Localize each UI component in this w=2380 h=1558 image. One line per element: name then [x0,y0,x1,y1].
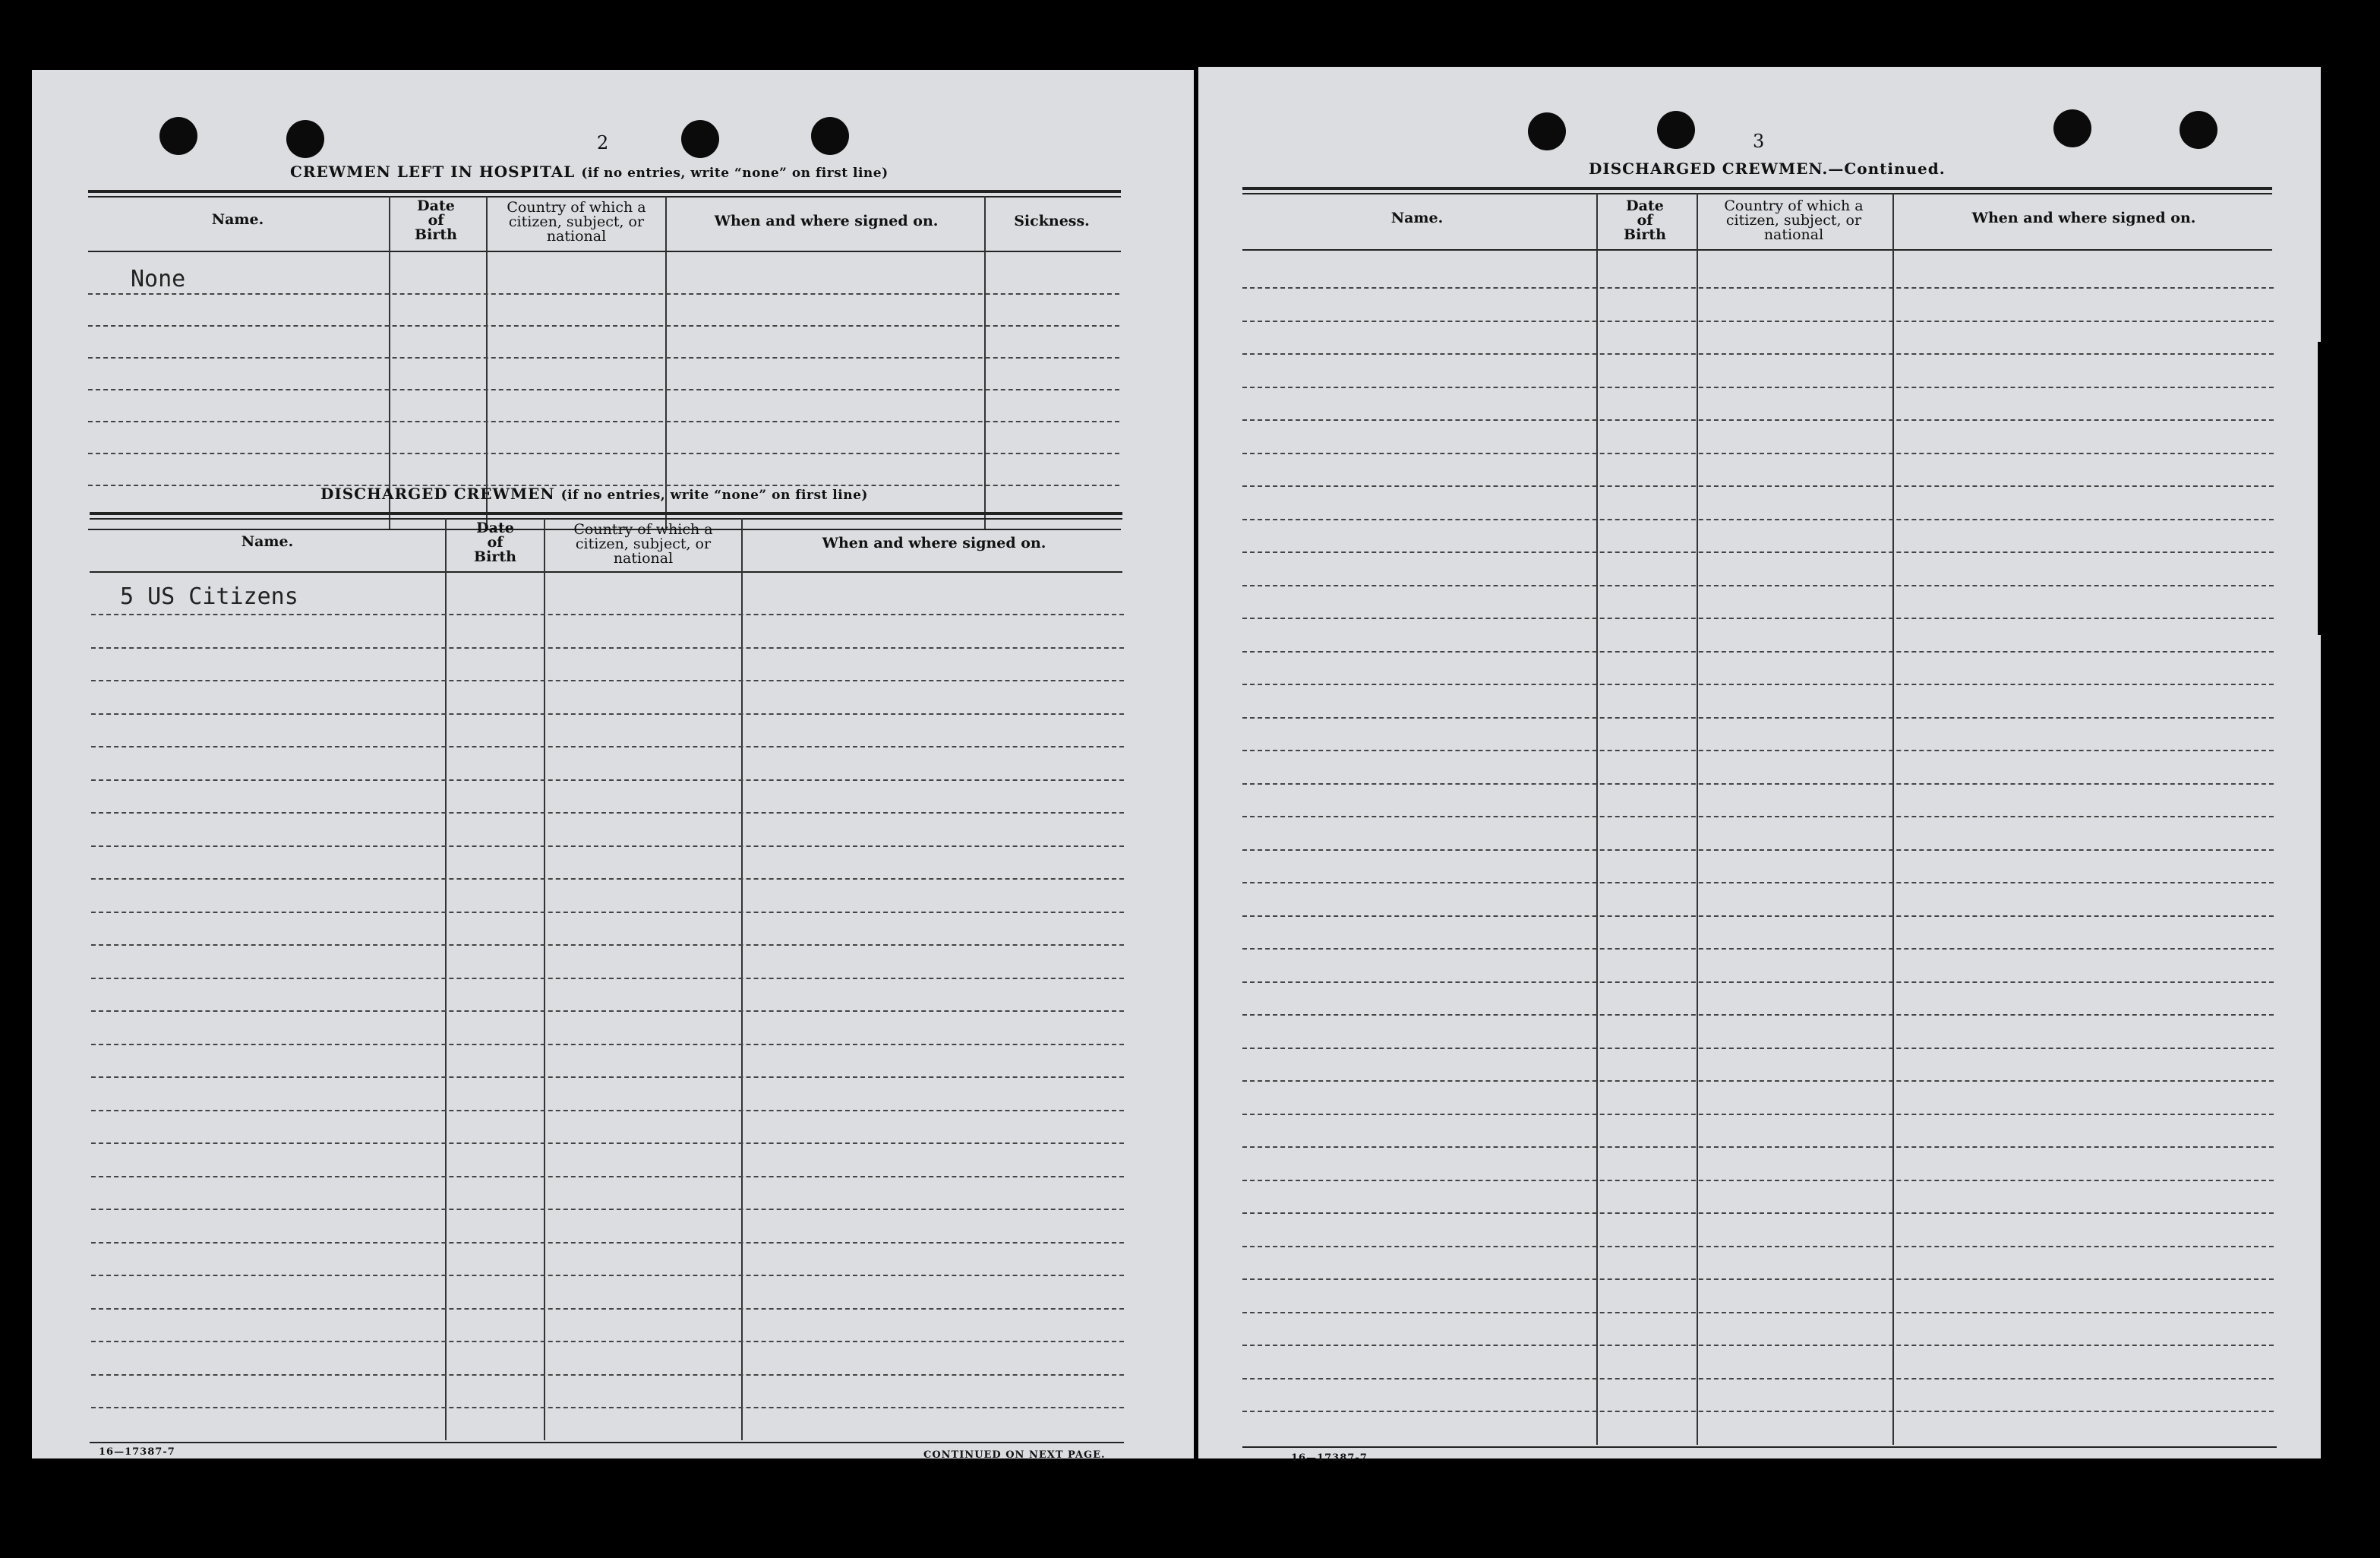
discharged-top-rule [90,512,1122,515]
discharged-instruction: (if no entries, write “none” on first line) [560,488,868,503]
entry-line [1242,1212,2274,1214]
entry-line [91,1242,1124,1244]
entry-line [1242,1411,2274,1412]
entry-line [91,1176,1124,1177]
continued-note: CONTINUED ON NEXT PAGE. [923,1449,1106,1461]
entry-line [1242,915,2274,917]
col-header-signed-on: When and where signed on. [1971,210,2196,226]
discharged-first-entry: 5 US Citizens [120,583,298,610]
entry-line [91,812,1124,814]
col-header-signed-on: When and where signed on. [822,535,1046,551]
entry-line [91,1110,1124,1111]
right-section-title: DISCHARGED CREWMEN.—Continued. [1589,160,1946,178]
punch-hole [159,117,197,155]
left-page [32,70,1194,1461]
column-divider [544,518,545,1440]
entry-line [1242,551,2274,553]
entry-line [88,293,1119,295]
top-rule [88,196,1121,198]
entry-line [1242,453,2274,454]
entry-line [1242,750,2274,751]
entry-line [91,1010,1124,1012]
entry-line [1242,783,2274,785]
entry-line [91,614,1124,615]
col-header-name: Name. [241,533,294,550]
discharged-section-title [320,485,868,503]
top-rule [88,190,1121,193]
right-page [1198,67,2321,1464]
col-header-dob: Date of Birth [1624,198,1666,243]
entry-line [88,421,1119,422]
entry-line [1242,1345,2274,1346]
entry-line [1242,684,2274,685]
col-header-name: Name. [1390,210,1444,226]
entry-line [91,779,1124,781]
punch-hole [2180,111,2217,149]
entry-line [91,1209,1124,1210]
entry-line [91,912,1124,913]
entry-line [1242,287,2274,289]
entry-line [1242,1312,2274,1313]
col-header-country: Country of which a citizen, subject, or national [573,521,713,567]
bottom-rule [90,1442,1124,1443]
entry-line [91,1275,1124,1276]
col-header-dob: Date of Birth [474,520,516,565]
page-number: 3 [1753,131,1765,152]
entry-line [91,713,1124,715]
entry-line [1242,353,2274,355]
top-rule [1242,193,2272,194]
column-divider [1596,193,1598,1445]
punch-hole [286,120,324,158]
entry-line [1242,1014,2274,1016]
entry-line [1242,1114,2274,1115]
col-header-name: Name. [211,211,264,228]
hospital-first-entry: None [131,266,186,292]
col-header-country: Country of which a citizen, subject, or national [1724,198,1864,243]
entry-line [1242,1080,2274,1082]
page-number: 2 [597,132,609,153]
entry-line [91,1142,1124,1144]
entry-line [91,978,1124,979]
entry-line [88,357,1119,359]
entry-line [1242,1048,2274,1049]
entry-line [91,680,1124,681]
column-divider [1697,193,1698,1445]
entry-line [1242,1246,2274,1247]
entry-line [1242,585,2274,586]
entry-line [91,1341,1124,1342]
column-divider [445,518,447,1440]
hospital-instruction: (if no entries, write “none” on first line) [581,166,889,181]
entry-line [91,746,1124,747]
col-header-signed-on: When and where signed on. [714,213,939,229]
entry-line [91,1044,1124,1045]
punch-hole [811,117,849,155]
entry-line [1242,816,2274,817]
header-rule [88,251,1121,252]
entry-line [88,453,1119,454]
punch-hole [2053,109,2091,147]
entry-line [88,389,1119,390]
discharged-title-text: DISCHARGED CREWMEN [320,485,555,503]
entry-line [91,1308,1124,1310]
entry-line [88,325,1119,327]
entry-line [1242,882,2274,883]
punch-hole [1528,112,1566,150]
entry-line [1242,618,2274,619]
punch-hole [1657,111,1695,149]
form-number: 16—17387-7 [99,1446,175,1458]
header-rule [90,571,1122,573]
entry-line [1242,519,2274,520]
entry-line [1242,981,2274,983]
entry-line [1242,1378,2274,1379]
entry-line [91,845,1124,847]
column-divider [741,518,743,1440]
form-number: 16—17387-7 [1291,1452,1368,1464]
entry-line [91,1407,1124,1408]
hospital-section-title [290,163,889,181]
entry-line [91,878,1124,880]
bottom-rule [1242,1446,2277,1448]
punch-hole [681,120,719,158]
top-rule [1242,187,2272,190]
entry-line [1242,948,2274,950]
column-divider [984,196,986,530]
discharged-top-rule [90,518,1122,520]
column-divider [389,196,390,530]
entry-line [1242,717,2274,719]
entry-line [91,1076,1124,1078]
entry-line [1242,1146,2274,1148]
entry-line [91,647,1124,649]
header-rule [1242,249,2272,251]
entry-line [91,1374,1124,1376]
col-header-dob: Date of Birth [415,198,457,243]
entry-line [91,944,1124,946]
entry-line [1242,419,2274,421]
entry-line [1242,387,2274,388]
column-divider [486,196,488,530]
entry-line [1242,651,2274,653]
entry-line [1242,321,2274,322]
col-header-sickness: Sickness. [1014,213,1090,229]
column-divider [1892,193,1894,1445]
scan-edge [2318,342,2380,635]
entry-line [1242,1180,2274,1181]
entry-line [1242,485,2274,487]
entry-line [1242,1278,2274,1280]
col-header-country: Country of which a citizen, subject, or national [507,199,646,245]
column-divider [665,196,667,530]
hospital-title-text: CREWMEN LEFT IN HOSPITAL [290,163,576,181]
entry-line [1242,849,2274,851]
